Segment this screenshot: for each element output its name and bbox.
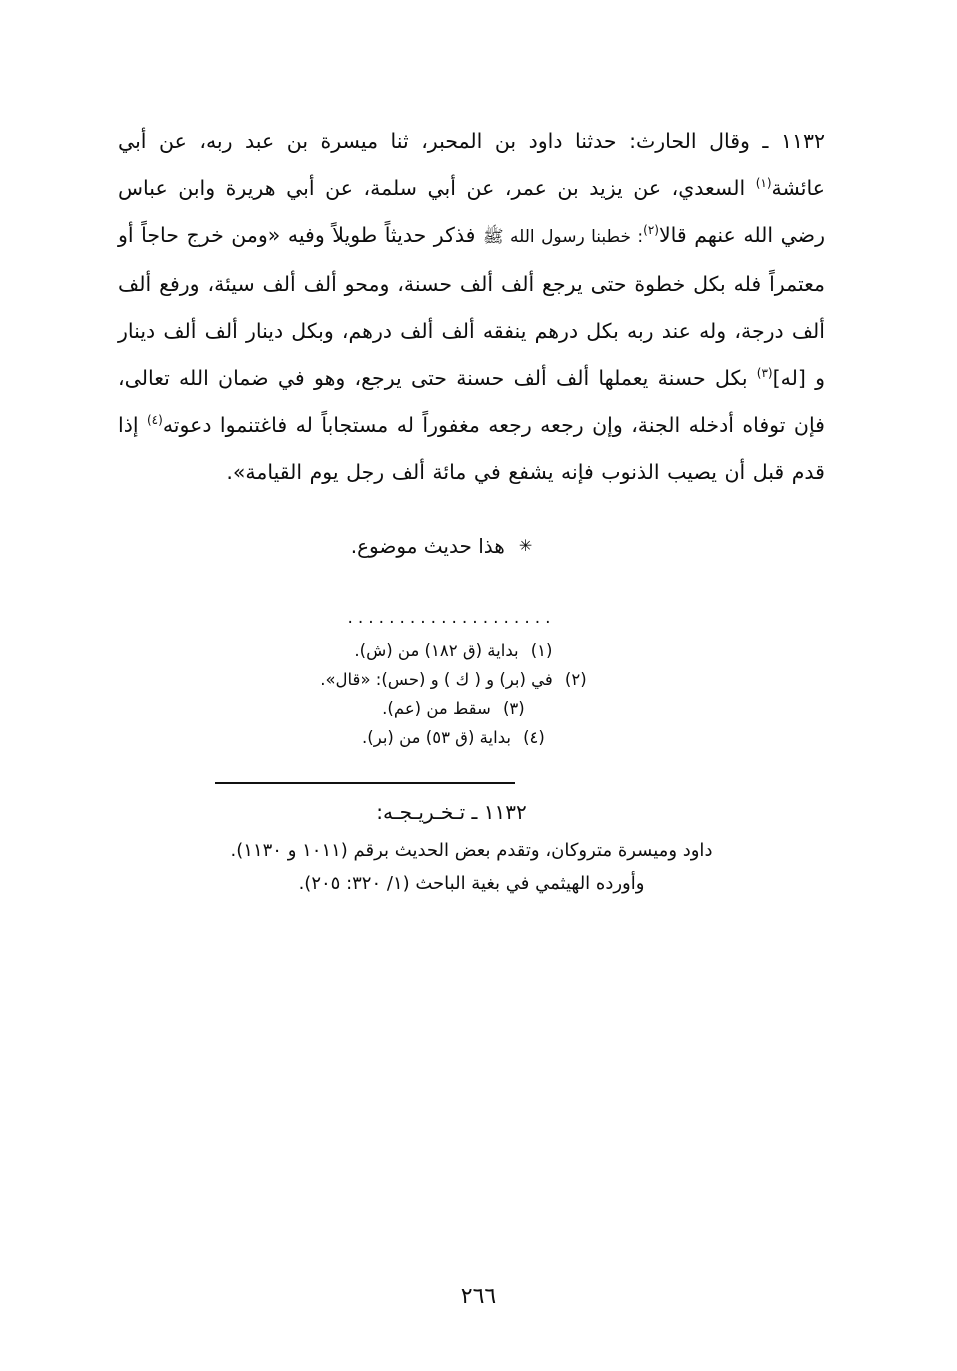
footnote-item [118,723,795,752]
page-content [118,118,825,900]
hadith-line-3: عن أبي هريرة وابن عباس رضي الله عنهم قالا [118,176,825,247]
hadith-line-10: مائة ألف رجل يوم القيامة». [226,460,467,484]
footnote-ref-4: (٤) [146,413,163,428]
footnote-ref-3: (٣) [756,366,773,381]
hadith-line-8: ضمان الله تعالى، فإن توفاه أدخله الجنة، وإن رجعه رجعه مغفوراً له [118,366,825,437]
footnote-text: سقط من (عم). [382,699,491,718]
footnote-ref-2: (٢) [643,223,659,238]
footnote-marker: (١) [530,641,553,660]
takhrij-line-2: وأورده الهيثمي في بغية الباحث (١/ ٣٢٠: ٢٠٥). [298,873,645,894]
hadith-paragraph [118,118,825,496]
takhrij-line-1: داود وميسرة متروكان، وتقدم بعض الحديث برقم (١٠١١ و ١١٣٠). [230,840,713,861]
footnote-text: بداية (ق ٥٣) من (بر). [362,728,511,747]
footnote-marker: (٣) [502,699,525,718]
footnote-marker: (٢) [564,670,587,689]
hadith-number: ١١٣٢ ـ وقال الحارث: حدثنا داود بن المحبر، ثنا ميسرة بن [286,129,825,153]
hadith-line-7b: بكل حسنة يعملها ألف ألف حسنة حتى يرجع، وهو في [277,366,757,390]
takhrij-heading: ١١٣٢ ـ تـخـريـجـه: [376,800,527,824]
hadith-line-7a: و [له] [772,366,825,390]
hadith-line-5: يرجع ألف ألف حسنة، ومحو ألف ألف سيئة، ورفع ألف ألف درجة، وله [118,272,825,343]
hadith-line-9a: مستجاباً له فاغتنموا دعوته [162,413,389,437]
footnote-marker: (٤) [523,728,545,747]
footnotes-list [118,636,825,752]
footnote-separator: .................... [347,608,556,628]
takhrij-body [118,834,825,900]
hadith-body [118,118,825,496]
hadith-line-4: فذكر حديثاً طويلاً وفيه «ومن خرج حاجاً أو معتمراً فله بكل خطوة حتى [118,223,825,296]
page-number: ٢٦٦ [460,1284,497,1309]
hadith-line-2-cont: السعدي، عن يزيد بن عمر، عن أبي سلمة، [363,176,756,200]
footnote-text: بداية (ق ١٨٢) من (ش). [354,641,519,660]
ruling-line [118,530,825,562]
hadith-line-3-cont: : خطبنا رسول الله ﷺ [483,227,644,247]
ruling-text: هذا حديث موضوع. [350,534,505,558]
footnote-text: في (بر) و ( ك ) و (حس): «قال». [320,670,553,689]
footnote-item [118,636,795,665]
footnote-item [118,694,795,723]
hadith-line-6: عند ربه بكل درهم ينفقه ألف ألف درهم، وبكل دينار ألف ألف دينار [118,319,691,343]
hadith-line-2: عبد ربه، عن أبي عائشة [118,129,825,200]
asterisk-icon: ✳ [518,536,533,555]
footnote-item [118,665,795,694]
section-divider [215,782,515,784]
hadith-line-9b: إذا قدم قبل أن يصيب الذنوب فإنه يشفع في [118,413,825,484]
footnote-ref-1: (١) [755,176,772,191]
